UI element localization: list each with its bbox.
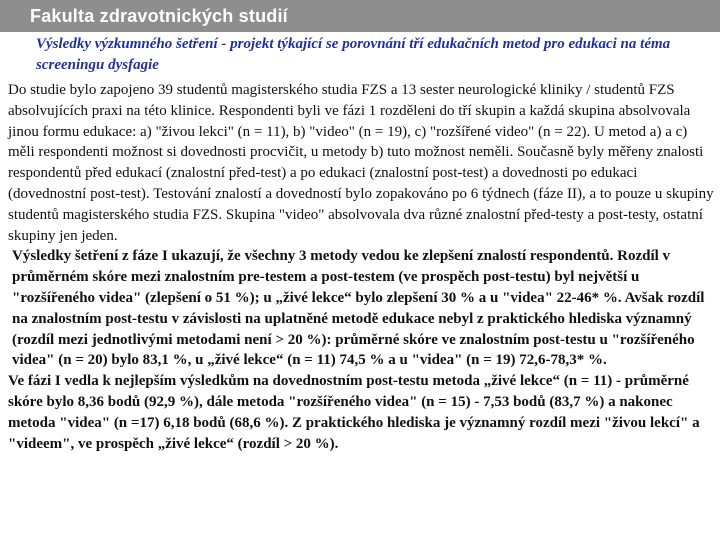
header-bar — [0, 0, 720, 32]
paragraph-knowledge-results: Výsledky šetření z fáze I ukazují, že všechny 3 metody vedou ke zlepšení znalostí respondentů. Rozdíl v průměrném skóre mezi znalostním pre-testem a post-testem (ve prospěch post-testu) byl největší u "rozšířeného videa" (zlepšení o 51 %); u „živé lekce“ bylo zlepšení 30 % a u "videa" 22-46* %. Avšak rozdíl na znalostním post-testu v závislosti na uplatněné metodě edukace nebyl z praktického hlediska významný (rozdíl mezi jednotlivými metodami není > 20 %): průměrné skóre ve znalostním post-testu u "rozšířeného videa" (n = 20) bylo 83,1 %, u „živé lekce“ (n = 11) 74,5 % a u "videa" (n = 19) 72,6-78,3* %. — [12, 248, 705, 369]
faculty-title: Fakulta zdravotnických studií — [30, 6, 288, 26]
paragraph-skills-results: Ve fázi I vedla k nejlepším výsledkům na dovednostním post-testu metoda „živé lekce“ (n = 11) - průměrné skóre bylo 8,36 bodů (92,9 %), dále metoda "rozšířeného videa" (n = 15) - 7,53 bodů (83,7 %) a nakonec metoda "videa" (n =17) 6,18 bodů (68,6 %). Z praktického hlediska je významný rozdíl mezi "živou lekcí" a "videem", ve prospěch „živé lekce“ (rozdíl > 20 %). — [8, 373, 700, 452]
paragraph-methods: Do studie bylo zapojeno 39 studentů magisterského studia FZS a 13 sester neurologické kliniky / studentů FZS absolvujících praxi na této klinice. Respondenti byli ve fázi 1 rozděleni do tří skupin a každá skupina absolvovala jinou formu edukace: a) "živou lekci" (n = 11), b) "video" (n = 19), c) "rozšířené video" (n = 22). U metod a) a c) měli respondenti možnost si dovednosti procvičit, u metody b) tuto možnost neměli. Současně byly měřeny znalosti respondentů před edukací (znalostní před-test) a po edukaci (znalostní post-test) a dovednosti po edukaci (dovednostní post-test). Testování znalostí a dovedností bylo zopakováno po 6 týdnech (fáze II), a to pouze u skupiny studentů magisterského studia FZS. Skupina "video" absolvovala dva různé znalostní před-testy a post-testy, ostatní skupiny jen jeden. — [8, 82, 714, 244]
slide-title: Výsledky výzkumného šetření - projekt týkající se porovnání tří edukačních metod pro edukaci na téma screeningu dysfagie — [36, 36, 671, 73]
slide-body — [8, 80, 714, 454]
